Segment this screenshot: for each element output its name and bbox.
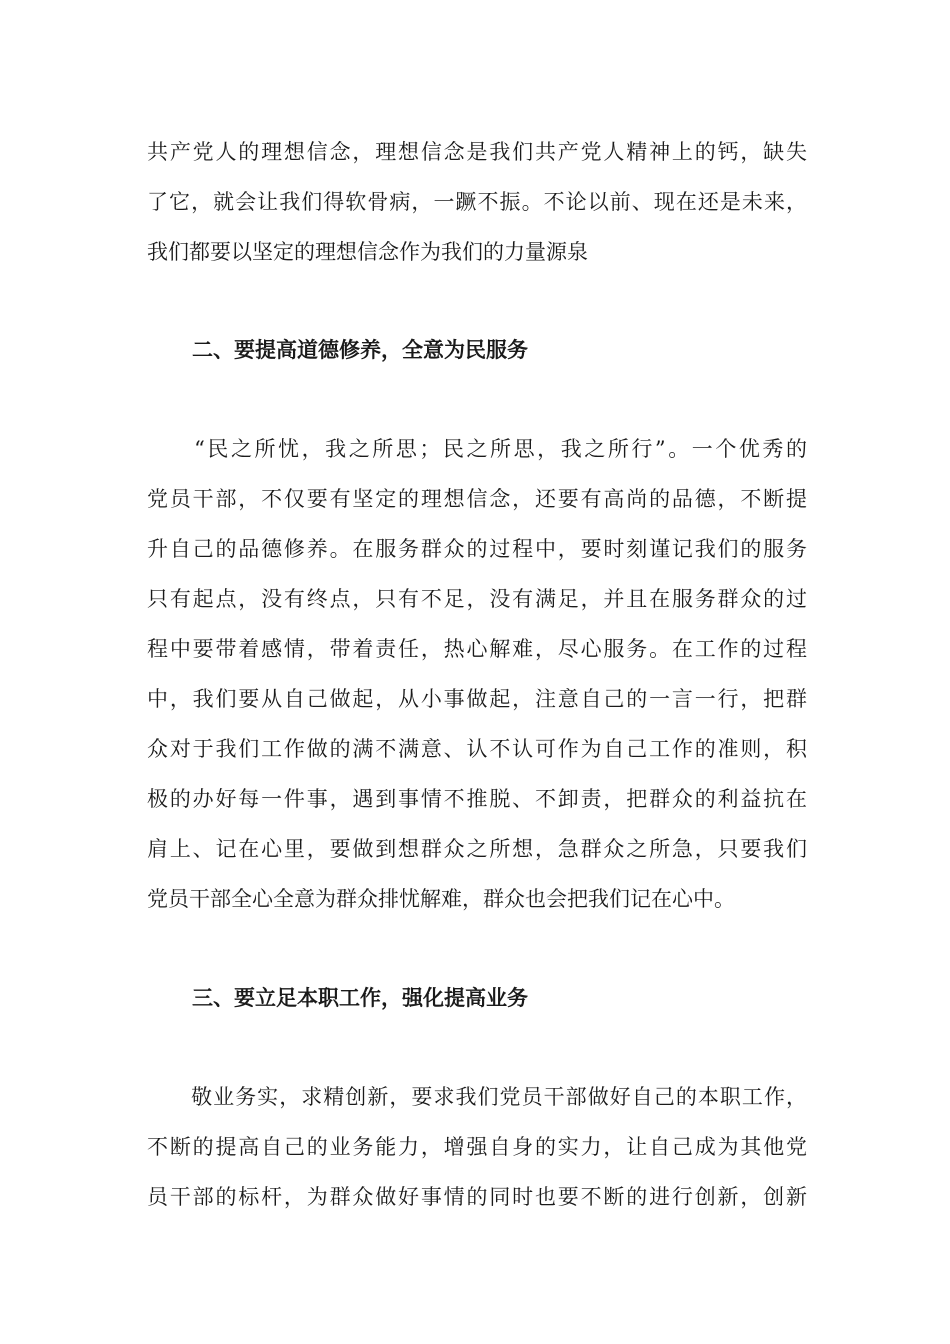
paragraph-line: 了它，就会让我们得软骨病，一蹶不振。不论以前、现在还是未来，: [147, 190, 807, 214]
paragraph-line: 不断的提高自己的业务能力，增强自身的实力，让自己成为其他党: [147, 1135, 807, 1159]
paragraph-job-duties: [147, 1072, 807, 1222]
paragraph-line: 党员干部全心全意为群众排忧解难，群众也会把我们记在心中。: [147, 887, 735, 911]
paragraph-line: 肩上、记在心里，要做到想群众之所想，急群众之所急，只要我们: [147, 837, 807, 861]
paragraph-line: 共产党人的理想信念，理想信念是我们共产党人精神上的钙，缺失: [147, 140, 807, 164]
paragraph-line: 升自己的品德修养。在服务群众的过程中，要时刻谨记我们的服务: [147, 537, 807, 561]
paragraph-ideals-continued: [147, 127, 807, 277]
section-heading-three: 三、要立足本职工作，强化提高业务: [192, 986, 528, 1010]
paragraph-line: “民之所忧，我之所思；民之所思，我之所行”。一个优秀的: [147, 437, 807, 461]
paragraph-line: 极的办好每一件事，遇到事情不推脱、不卸责，把群众的利益抗在: [147, 787, 807, 811]
section-heading-two: 二、要提高道德修养，全意为民服务: [192, 338, 528, 362]
paragraph-moral-cultivation: [147, 424, 807, 924]
paragraph-line: 众对于我们工作做的满不满意、认不认可作为自己工作的准则，积: [147, 737, 807, 761]
paragraph-line: 党员干部，不仅要有坚定的理想信念，还要有高尚的品德，不断提: [147, 487, 807, 511]
paragraph-line: 中，我们要从自己做起，从小事做起，注意自己的一言一行，把群: [147, 687, 807, 711]
paragraph-line: 我们都要以坚定的理想信念作为我们的力量源泉: [147, 240, 588, 264]
paragraph-line: 只有起点，没有终点，只有不足，没有满足，并且在服务群众的过: [147, 587, 807, 611]
paragraph-line: 敬业务实，求精创新，要求我们党员干部做好自己的本职工作，: [147, 1085, 807, 1109]
paragraph-line: 员干部的标杆，为群众做好事情的同时也要不断的进行创新，创新: [147, 1185, 807, 1209]
paragraph-line: 程中要带着感情，带着责任，热心解难，尽心服务。在工作的过程: [147, 637, 807, 661]
